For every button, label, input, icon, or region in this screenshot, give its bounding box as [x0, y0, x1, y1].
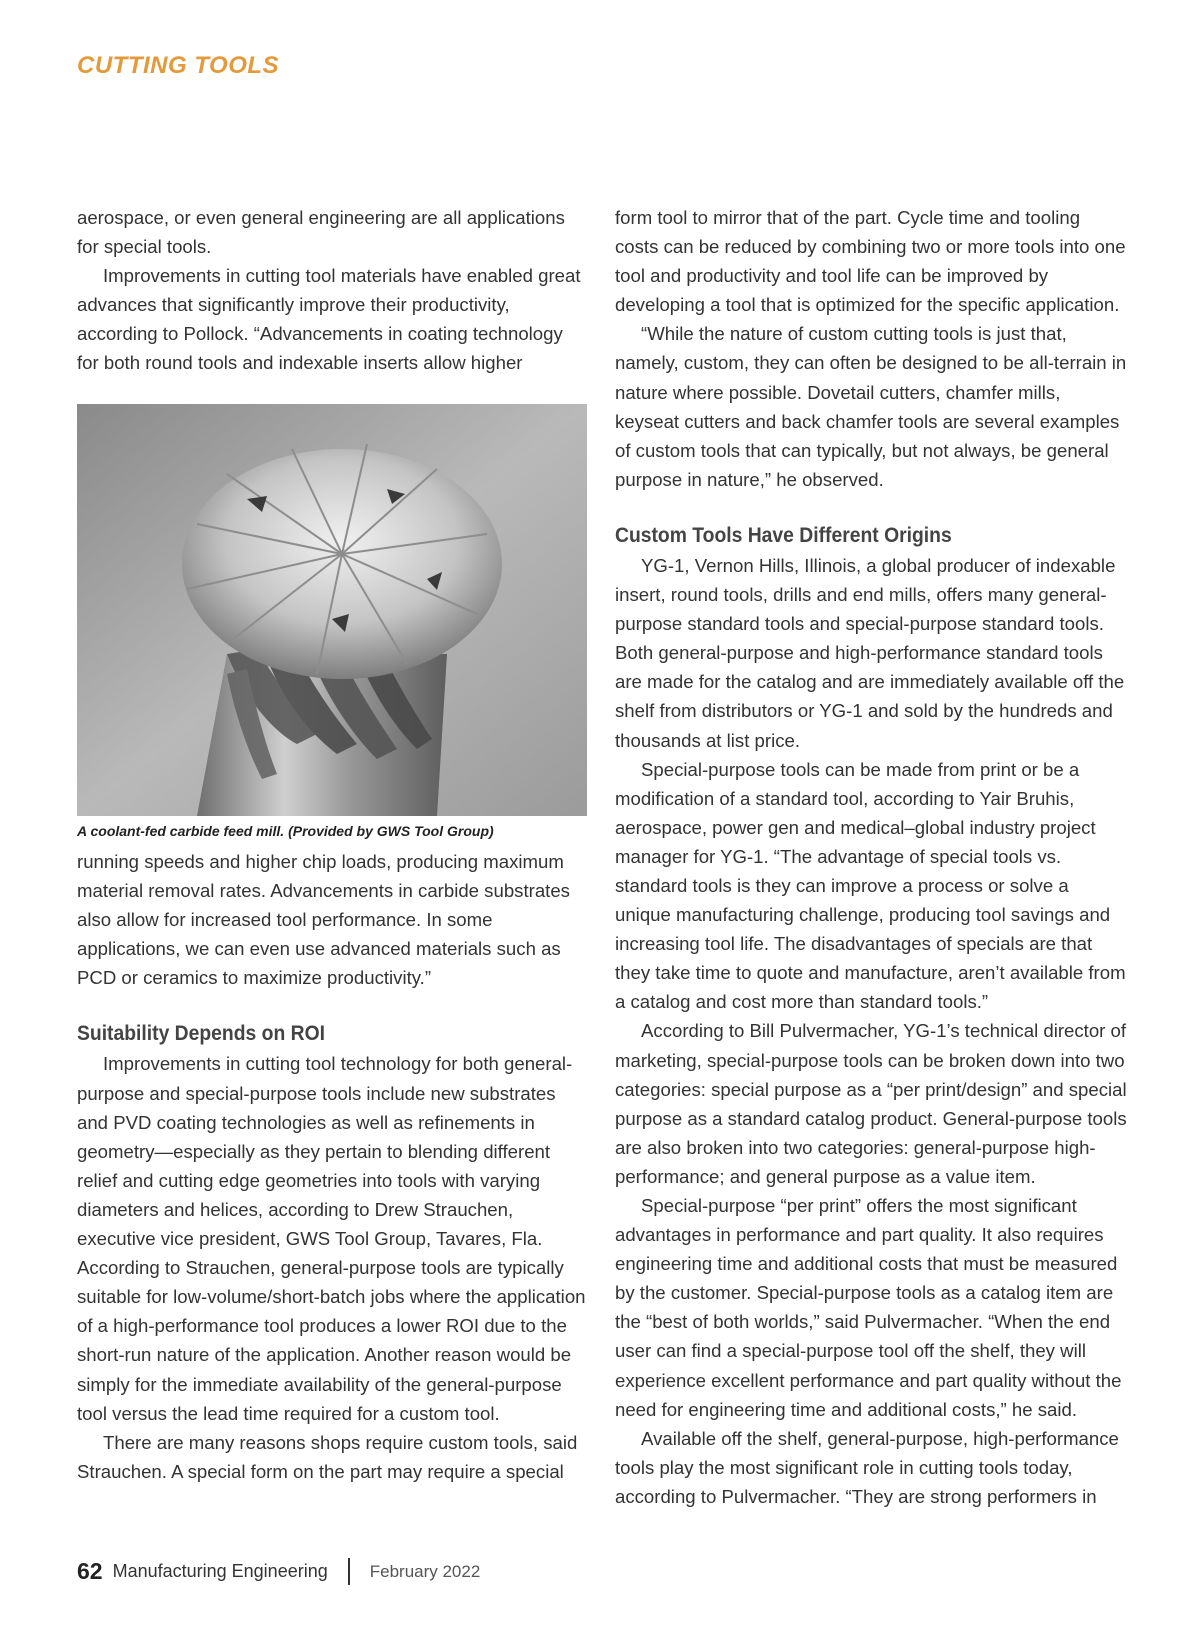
- left-paragraph-4: Improvements in cutting tool technology for both general-purpose and special-purpose tools include new substrates and PVD coating technologies as well as refinements in geometry—especially as they pertain to blending different relief and cutting edge geometries into tools with varying diameters and helices, according to Drew Strauchen, executive vice president, GWS Tool Group, Tavares, Fla. According to Strauchen, general-purpose tools are typically suitable for low-volume/short-batch jobs where the application of a high-performance tool produces a lower ROI due to the short-run nature of the application. Another reason would be simply for the immediate availability of the general-purpose tool versus the lead time required for a custom tool.: [77, 1053, 586, 1424]
- right-paragraph-4: Special-purpose tools can be made from print or be a modification of a standard tool, according to Yair Bruhis, aerospace, power gen and medical–global industry project manager for YG-1. “The advantage of special tools vs. standard tools is they can improve a process or solve a unique manufacturing challenge, producing tool savings and increasing tool life. The disadvantages of specials are that they take time to quote and manufacture, aren’t available from a catalog and cost more than standard tools.”: [615, 758, 1126, 1013]
- left-column: [77, 203, 587, 378]
- right-paragraph-3: YG-1, Vernon Hills, Illinois, a global producer of indexable insert, round tools, drills and end mills, offers many general-purpose standard tools and special-purpose standard tools. Both general-purpose and high-performance standard tools are made for the catalog and are immediately available off the shelf from distributors or YG-1 and sold by the hundreds and thousands at list price.: [615, 554, 1125, 751]
- figure-caption: A coolant-fed carbide feed mill. (Provided by GWS Tool Group): [77, 823, 494, 839]
- left-paragraph-1: aerospace, or even general engineering are all applications for special tools.: [77, 207, 565, 258]
- section-heading-suitability: Suitability Depends on ROI: [77, 1022, 325, 1046]
- section-heading-custom-tools: Custom Tools Have Different Origins: [615, 523, 952, 547]
- issue-date: February 2022: [369, 1561, 481, 1581]
- left-paragraph-3: running speeds and higher chip loads, producing maximum material removal rates. Advancements in carbide substrates also allow for increased tool performance. In some applications, we can even use advanced materials such as PCD or ceramics to maximize productivity.”: [77, 851, 570, 989]
- page-number: 62: [77, 1558, 103, 1584]
- feed-mill-photo: [77, 404, 587, 816]
- right-paragraph-6: Special-purpose “per print” offers the most significant advantages in performance and part quality. It also requires engineering time and additional costs that must be measured by the customer. Special-purpose tools as a catalog item are the “best of both worlds,” said Pulvermacher. “When the end user can find a special-purpose tool off the shelf, they will experience excellent performance and part quality without the need for engineering time and additional costs,” he said.: [615, 1195, 1122, 1420]
- section-label: CUTTING TOOLS: [77, 52, 280, 79]
- page-footer: [77, 1558, 480, 1585]
- right-paragraph-2: “While the nature of custom cutting tools is just that, namely, custom, they can often be designed to be all-terrain in nature where possible. Dovetail cutters, chamfer mills, keyseat cutters and back chamfer tools are several examples of custom tools that can typically, but not always, be general purpose in nature,” he observed.: [615, 323, 1127, 490]
- left-paragraph-2: Improvements in cutting tool materials have enabled great advances that significantly improve their productivity, according to Pollock. “Advancements in coating technology for both round tools and indexable inserts allow higher: [77, 265, 581, 374]
- right-column: [615, 203, 1127, 1511]
- publication-name: Manufacturing Engineering: [112, 1561, 328, 1581]
- left-paragraph-5: There are many reasons shops require custom tools, said Strauchen. A special form on the part may require a special: [77, 1431, 578, 1482]
- right-paragraph-7: Available off the shelf, general-purpose, high-performance tools play the most significant role in cutting tools today, according to Pulvermacher. “They are strong performers in: [615, 1427, 1119, 1507]
- footer-divider: [348, 1558, 350, 1585]
- left-column-continued: [77, 847, 587, 1486]
- right-paragraph-1: form tool to mirror that of the part. Cycle time and tooling costs can be reduced by combining two or more tools into one tool and productivity and tool life can be improved by developing a tool that is optimized for the specific application.: [615, 207, 1126, 316]
- right-paragraph-5: According to Bill Pulvermacher, YG-1’s technical director of marketing, special-purpose tools can be broken down into two categories: special purpose as a “per print/design” and special purpose as a standard catalog product. General-purpose tools are also broken into two categories: general-purpose high-performance; and general purpose as a value item.: [615, 1020, 1127, 1187]
